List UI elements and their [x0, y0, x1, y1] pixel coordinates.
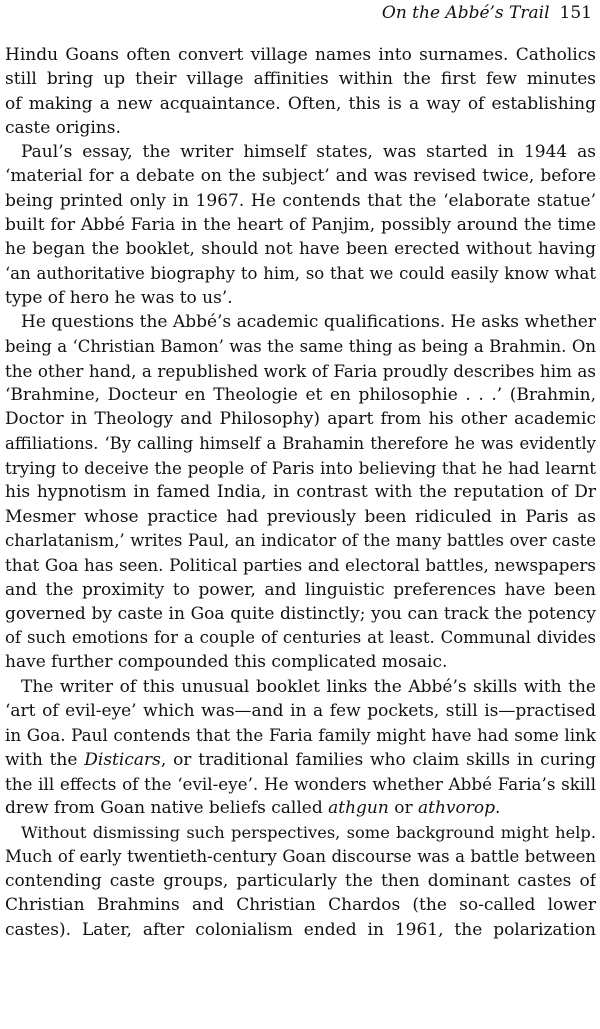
text-line: in Goa. Paul contends that the Faria family might have had some link: [5, 725, 596, 746]
text-line: castes). Later, after colonialism ended in 1961, the polarization: [5, 919, 596, 940]
text-line: drew from Goan native beliefs called athgun or athvorop.: [5, 798, 501, 819]
text-line: The writer of this unusual booklet links the Abbé’s skills with the: [21, 676, 596, 697]
text-line: He questions the Abbé’s academic qualifications. He asks whether: [21, 312, 596, 333]
page-number: 151: [559, 3, 592, 23]
text-line: that Goa has seen. Political parties and electoral battles, newspapers: [5, 555, 596, 576]
running-title: On the Abbé’s Trail: [381, 3, 550, 23]
text-line: affiliations. ‘By calling himself a Brahamin therefore he was evidently: [5, 433, 596, 453]
text-line: Christian Brahmins and Christian Chardos (the so-called lower: [5, 895, 596, 916]
text-line: being printed only in 1967. He contends that the ‘elaborate statue’: [5, 190, 596, 211]
text-line: he began the booklet, should not have been erected without having: [5, 239, 596, 260]
text-line: trying to deceive the people of Paris into believing that he had learnt: [5, 458, 596, 479]
text-line: have further compounded this complicated mosaic.: [5, 652, 448, 673]
text-line: the other hand, a republished work of Faria proudly describes him as: [5, 360, 596, 381]
text-line: Hindu Goans often convert village names into surnames. Catholics: [5, 45, 596, 65]
text-line: Paul’s essay, the writer himself states, was started in 1944 as: [21, 142, 596, 163]
text-line: ‘Brahmine, Docteur en Theologie et en philosophie . . .’ (Brahmin,: [5, 385, 596, 406]
text-line: Mesmer whose practice had previously been ridiculed in Paris as: [5, 506, 596, 527]
text-line: the ill effects of the ‘evil-eye’. He wonders whether Abbé Faria’s skill: [5, 773, 596, 794]
text-line: being a ‘Christian Bamon’ was the same thing as being a Brahmin. On: [5, 336, 596, 356]
text-line: ‘art of evil-eye’ which was—and in a few pockets, still is—practised: [5, 701, 596, 722]
body-text: [5, 43, 596, 942]
text-line: and the proximity to power, and linguistic preferences have been: [5, 579, 596, 600]
paragraph: [5, 43, 596, 140]
text-line: Without dismissing such perspectives, some background might help.: [21, 822, 596, 842]
text-line: caste origins.: [5, 117, 121, 138]
text-line: contending caste groups, particularly the then dominant castes of: [5, 871, 596, 892]
paragraph: [5, 140, 596, 310]
running-head: [382, 2, 592, 24]
text-line: type of hero he was to us’.: [5, 287, 233, 308]
text-line: Much of early twentieth-century Goan discourse was a battle between: [5, 846, 596, 866]
paragraph: [5, 821, 596, 942]
paragraph: [5, 675, 596, 821]
text-line: governed by caste in Goa quite distinctly; you can track the potency: [5, 603, 596, 624]
text-line: Doctor in Theology and Philosophy) apart from his other academic: [5, 409, 596, 430]
text-line: ‘an authoritative biography to him, so that we could easily know what: [5, 263, 596, 283]
text-line: his hypnotism in famed India, in contrast with the reputation of Dr: [5, 482, 596, 503]
text-line: charlatanism,’ writes Paul, an indicator of the many battles over caste: [5, 530, 596, 550]
text-line: of making a new acquaintance. Often, this is a way of establishing: [5, 93, 596, 114]
text-line: with the Disticars, or traditional families who claim skills in curing: [5, 749, 596, 770]
text-line: built for Abbé Faria in the heart of Panjim, possibly around the time: [5, 215, 596, 236]
paragraph: [5, 310, 596, 674]
text-line: of such emotions for a couple of centuries at least. Communal divides: [5, 628, 596, 648]
text-line: ‘material for a debate on the subject’ and was revised twice, before: [5, 166, 596, 187]
text-line: still bring up their village affinities within the first few minutes: [5, 69, 596, 90]
